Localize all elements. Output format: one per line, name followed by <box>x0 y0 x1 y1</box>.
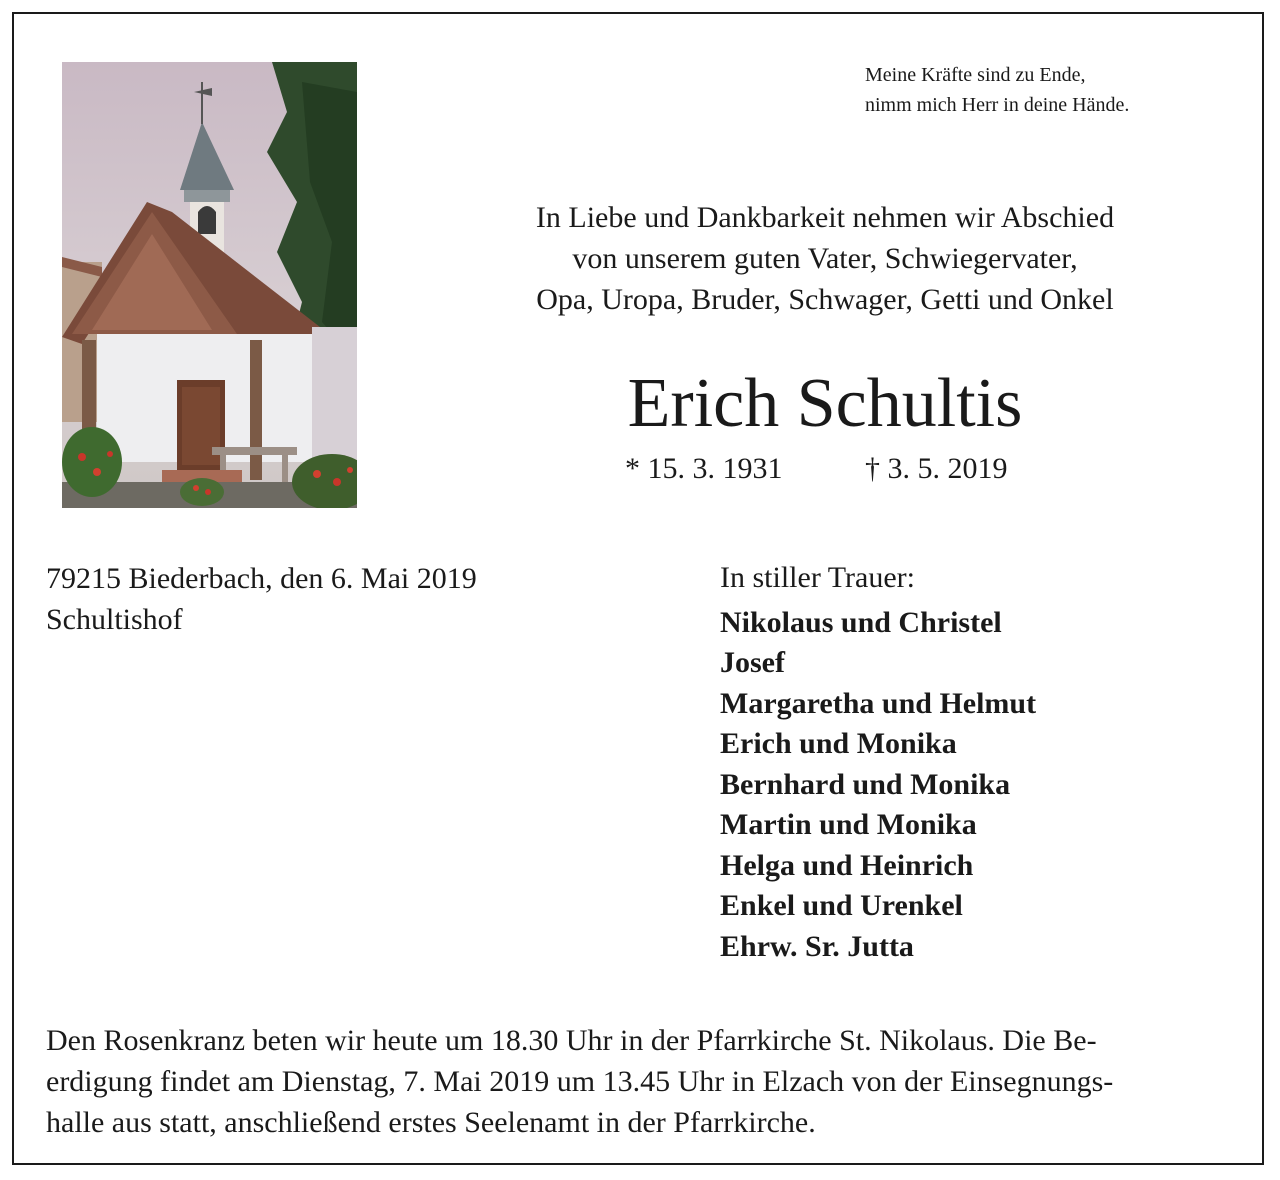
mourner-name: Enkel und Urenkel <box>720 889 963 922</box>
funeral-details <box>46 1020 1236 1143</box>
motto-line-2: nimm mich Herr in deine Hände. <box>865 94 1130 116</box>
place-and-date <box>46 558 477 640</box>
deceased-name: Erich Schultis <box>627 365 1023 442</box>
birth-date: * 15. 3. 1931 <box>625 452 783 485</box>
mourner-name: Nikolaus und Christel <box>720 605 1002 639</box>
mourner-name: Martin und Monika <box>720 808 977 841</box>
mourner-name: Ehrw. Sr. Jutta <box>720 929 914 963</box>
funeral-line-1: Den Rosenkranz beten wir heute um 18.30 Uhr in der Pfarrkirche St. Nikolaus. Die Be- <box>46 1024 1097 1057</box>
motto-line-1: Meine Kräfte sind zu Ende, <box>865 64 1086 86</box>
funeral-line-2: erdigung findet am Dienstag, 7. Mai 2019 um 13.45 Uhr in Elzach von der Einsegnungs- <box>46 1065 1114 1098</box>
place-line-2: Schultishof <box>46 603 183 636</box>
mourners-list <box>720 558 1036 967</box>
intro-text <box>420 197 1230 320</box>
mourner-name: Erich und Monika <box>720 727 957 760</box>
motto-verse <box>865 60 1129 120</box>
death-date: † 3. 5. 2019 <box>865 452 1008 485</box>
mourners-label: In stiller Trauer: <box>720 561 915 594</box>
mourner-name: Margaretha und Helmut <box>720 686 1037 720</box>
mourner-name: Helga und Heinrich <box>720 848 974 882</box>
intro-line-1: In Liebe und Dankbarkeit nehmen wir Abschied <box>535 201 1115 234</box>
funeral-line-3: halle aus statt, anschließend erstes Seelenamt in der Pfarrkirche. <box>46 1106 816 1139</box>
mourner-name: Josef <box>720 646 785 679</box>
intro-line-3: Opa, Uropa, Bruder, Schwager, Getti und Onkel <box>536 283 1114 316</box>
chapel-photo <box>62 62 357 508</box>
intro-line-2: von unserem guten Vater, Schwiegervater, <box>572 242 1078 275</box>
mourner-name: Bernhard und Monika <box>720 767 1011 801</box>
place-line-1: 79215 Biederbach, den 6. Mai 2019 <box>46 562 477 595</box>
